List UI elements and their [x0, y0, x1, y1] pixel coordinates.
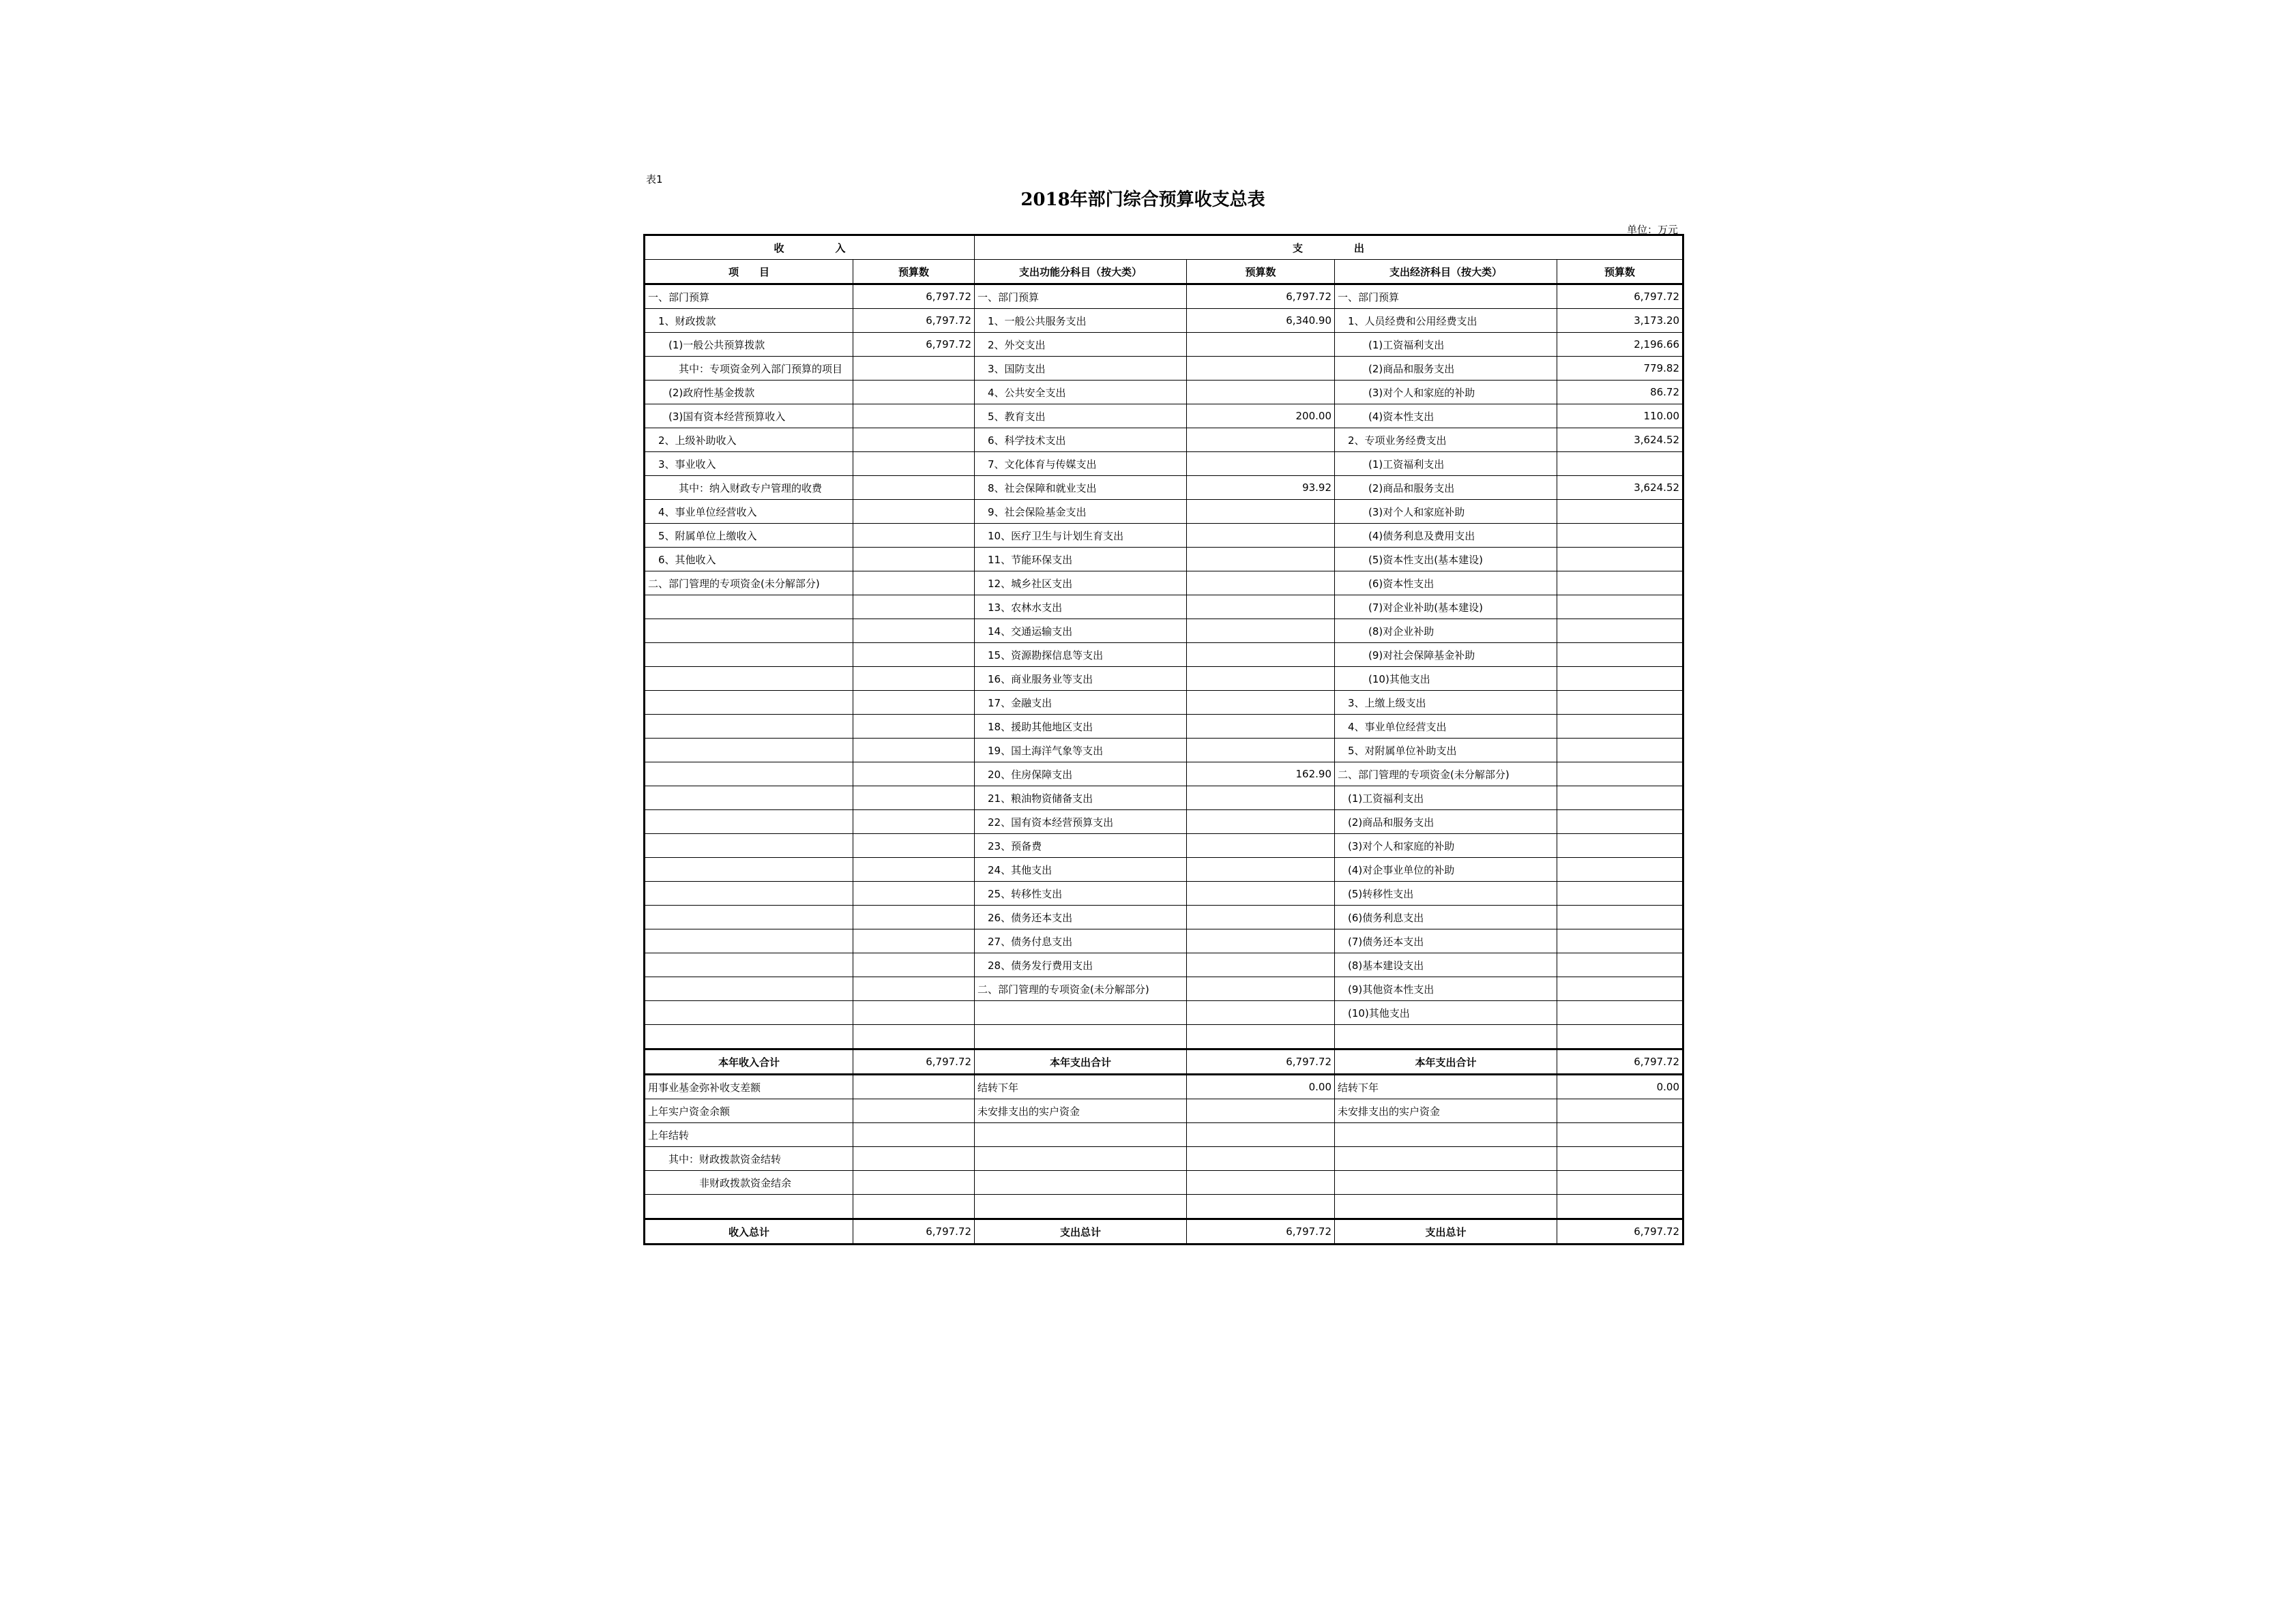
table-cell	[853, 595, 975, 619]
table-cell	[1557, 1171, 1683, 1195]
table-cell	[645, 667, 853, 691]
table-cell	[1187, 1171, 1335, 1195]
table-row	[645, 1049, 1683, 1075]
table-cell: 3,173.20	[1557, 309, 1683, 333]
table-cell	[1187, 357, 1335, 381]
table-cell	[1187, 953, 1335, 977]
table-cell	[1335, 1171, 1557, 1195]
table-cell	[853, 691, 975, 715]
table-cell: 0.00	[1557, 1075, 1683, 1099]
table-row	[645, 643, 1683, 667]
table-row	[645, 381, 1683, 404]
table-cell: 其中：财政拨款资金结转	[645, 1147, 853, 1171]
table-cell	[1557, 739, 1683, 762]
table-cell	[1557, 858, 1683, 882]
table-cell: (4)债务利息及费用支出	[1335, 524, 1557, 548]
table-cell: (5)资本性支出(基本建设)	[1335, 548, 1557, 571]
table-cell: (3)国有资本经营预算收入	[645, 404, 853, 428]
table-cell	[853, 762, 975, 786]
table-row	[645, 1219, 1683, 1245]
table-row	[645, 524, 1683, 548]
table-cell	[1187, 381, 1335, 404]
table-cell: 上年结转	[645, 1123, 853, 1147]
table-cell: 27、债务付息支出	[975, 929, 1187, 953]
table-cell	[853, 786, 975, 810]
table-cell	[1557, 1099, 1683, 1123]
table-cell	[853, 1099, 975, 1123]
table-cell	[645, 977, 853, 1001]
table-cell	[1187, 858, 1335, 882]
table-cell: 结转下年	[975, 1075, 1187, 1099]
table-cell	[1187, 1123, 1335, 1147]
table-cell	[975, 1147, 1187, 1171]
table-row	[645, 428, 1683, 452]
table-cell: 一、部门预算	[645, 284, 853, 309]
table-cell	[1187, 500, 1335, 524]
table-cell	[1187, 786, 1335, 810]
table-row	[645, 858, 1683, 882]
table-cell: 12、城乡社区支出	[975, 571, 1187, 595]
table-cell	[1557, 595, 1683, 619]
table-cell	[1187, 643, 1335, 667]
table-cell: 2、外交支出	[975, 333, 1187, 357]
table-cell: 13、农林水支出	[975, 595, 1187, 619]
table-cell	[1187, 595, 1335, 619]
table-cell	[853, 571, 975, 595]
table-cell	[645, 906, 853, 929]
table-row	[645, 452, 1683, 476]
table-cell	[1557, 500, 1683, 524]
table-cell	[645, 619, 853, 643]
table-cell: 结转下年	[1335, 1075, 1557, 1099]
table-cell: (6)资本性支出	[1335, 571, 1557, 595]
table-cell: 6,797.72	[1187, 284, 1335, 309]
table-cell: 8、社会保障和就业支出	[975, 476, 1187, 500]
table-cell	[853, 428, 975, 452]
table-cell: 5、附属单位上缴收入	[645, 524, 853, 548]
table-cell	[1557, 619, 1683, 643]
col-econ-header: 支出经济科目（按大类）	[1335, 260, 1557, 284]
table-row	[645, 762, 1683, 786]
budget-table	[643, 234, 1684, 1245]
table-cell: 收入总计	[645, 1219, 853, 1245]
table-cell	[1187, 810, 1335, 834]
table-cell: 28、债务发行费用支出	[975, 953, 1187, 977]
table-cell	[1187, 548, 1335, 571]
table-cell: 一、部门预算	[1335, 284, 1557, 309]
table-cell: 16、商业服务业等支出	[975, 667, 1187, 691]
table-cell	[645, 691, 853, 715]
table-cell: 10、医疗卫生与计划生育支出	[975, 524, 1187, 548]
table-cell	[1557, 810, 1683, 834]
table-cell	[853, 1075, 975, 1099]
table-cell: 6,797.72	[1557, 1049, 1683, 1075]
table-cell: (10)其他支出	[1335, 667, 1557, 691]
table-cell: 一、部门预算	[975, 284, 1187, 309]
table-row	[645, 1001, 1683, 1025]
table-cell	[645, 1025, 853, 1049]
table-cell: 未安排支出的实户资金	[1335, 1099, 1557, 1123]
table-cell	[1187, 715, 1335, 739]
table-cell: 3,624.52	[1557, 476, 1683, 500]
table-cell	[853, 619, 975, 643]
table-cell	[1557, 1025, 1683, 1049]
table-cell	[1557, 1001, 1683, 1025]
table-cell: 未安排支出的实户资金	[975, 1099, 1187, 1123]
table-cell: 本年支出合计	[1335, 1049, 1557, 1075]
table-cell: 6、科学技术支出	[975, 428, 1187, 452]
table-cell: 1、一般公共服务支出	[975, 309, 1187, 333]
table-cell	[1187, 524, 1335, 548]
table-cell: (2)商品和服务支出	[1335, 476, 1557, 500]
table-cell	[1187, 834, 1335, 858]
table-cell: 162.90	[1187, 762, 1335, 786]
table-cell: 支出总计	[1335, 1219, 1557, 1245]
table-cell: 非财政拨款资金结余	[645, 1171, 853, 1195]
table-cell: (7)债务还本支出	[1335, 929, 1557, 953]
table-cell	[853, 357, 975, 381]
table-cell: (1)工资福利支出	[1335, 452, 1557, 476]
table-cell	[1557, 524, 1683, 548]
table-cell	[853, 381, 975, 404]
table-cell	[853, 404, 975, 428]
table-cell: (1)一般公共预算拨款	[645, 333, 853, 357]
table-row	[645, 739, 1683, 762]
table-cell	[853, 452, 975, 476]
table-cell: (8)对企业补助	[1335, 619, 1557, 643]
table-cell	[1187, 1025, 1335, 1049]
table-row	[645, 1195, 1683, 1219]
table-cell: 二、部门管理的专项资金(未分解部分)	[1335, 762, 1557, 786]
table-cell: 11、节能环保支出	[975, 548, 1187, 571]
table-cell: 1、财政拨款	[645, 309, 853, 333]
table-cell: 25、转移性支出	[975, 882, 1187, 906]
table-cell: 93.92	[1187, 476, 1335, 500]
table-row	[645, 953, 1683, 977]
table-cell	[1187, 428, 1335, 452]
table-cell	[645, 1001, 853, 1025]
table-cell: 6,797.72	[1187, 1049, 1335, 1075]
table-cell	[1557, 1195, 1683, 1219]
table-cell	[975, 1025, 1187, 1049]
table-cell	[975, 1001, 1187, 1025]
table-cell: 23、预备费	[975, 834, 1187, 858]
table-cell	[1557, 1123, 1683, 1147]
table-cell: 110.00	[1557, 404, 1683, 428]
table-cell: 17、金融支出	[975, 691, 1187, 715]
table-cell	[645, 953, 853, 977]
table-cell: 9、社会保险基金支出	[975, 500, 1187, 524]
table-cell	[1557, 1147, 1683, 1171]
table-cell: 200.00	[1187, 404, 1335, 428]
table-cell	[1187, 333, 1335, 357]
table-cell: (3)对个人和家庭的补助	[1335, 381, 1557, 404]
table-cell: 本年收入合计	[645, 1049, 853, 1075]
table-cell	[1187, 977, 1335, 1001]
table-row	[645, 786, 1683, 810]
table-cell	[645, 810, 853, 834]
table-cell	[853, 953, 975, 977]
table-cell: 用事业基金弥补收支差额	[645, 1075, 853, 1099]
table-cell: 14、交通运输支出	[975, 619, 1187, 643]
table-cell	[1557, 571, 1683, 595]
table-cell: (2)商品和服务支出	[1335, 810, 1557, 834]
table-cell: 6、其他收入	[645, 548, 853, 571]
table-cell	[1187, 929, 1335, 953]
table-cell	[853, 906, 975, 929]
table-row	[645, 715, 1683, 739]
table-cell	[1557, 786, 1683, 810]
table-cell: 上年实户资金余额	[645, 1099, 853, 1123]
table-row	[645, 1171, 1683, 1195]
table-cell: 4、事业单位经营支出	[1335, 715, 1557, 739]
table-cell: 4、事业单位经营收入	[645, 500, 853, 524]
table-cell: (3)对个人和家庭补助	[1335, 500, 1557, 524]
table-cell	[853, 882, 975, 906]
table-cell: 26、债务还本支出	[975, 906, 1187, 929]
table-cell	[645, 882, 853, 906]
table-cell: 1、人员经费和公用经费支出	[1335, 309, 1557, 333]
table-cell: 6,797.72	[853, 309, 975, 333]
table-cell	[645, 786, 853, 810]
table-cell	[975, 1123, 1187, 1147]
table-cell	[645, 929, 853, 953]
col-amount-header: 预算数	[853, 260, 975, 284]
table-row	[645, 595, 1683, 619]
table-cell	[1187, 1195, 1335, 1219]
income-header: 收 入	[645, 235, 975, 260]
table-cell	[853, 1171, 975, 1195]
table-row	[645, 357, 1683, 381]
table-cell: 6,797.72	[1187, 1219, 1335, 1245]
table-cell	[1335, 1147, 1557, 1171]
table-row	[645, 882, 1683, 906]
table-cell	[1187, 691, 1335, 715]
table-cell	[645, 834, 853, 858]
table-cell: (1)工资福利支出	[1335, 333, 1557, 357]
table-row	[645, 834, 1683, 858]
page-title: 2018年部门综合预算收支总表	[1020, 190, 1265, 210]
table-cell: 18、援助其他地区支出	[975, 715, 1187, 739]
table-cell: 24、其他支出	[975, 858, 1187, 882]
table-cell	[853, 739, 975, 762]
table-cell	[1187, 1147, 1335, 1171]
table-cell	[853, 1001, 975, 1025]
table-cell: 6,797.72	[1557, 1219, 1683, 1245]
table-cell: (6)债务利息支出	[1335, 906, 1557, 929]
table-cell	[1557, 548, 1683, 571]
table-cell	[1187, 667, 1335, 691]
table-cell: 2、上级补助收入	[645, 428, 853, 452]
table-cell	[853, 715, 975, 739]
table-cell: 22、国有资本经营预算支出	[975, 810, 1187, 834]
table-cell: 0.00	[1187, 1075, 1335, 1099]
table-cell: 3、事业收入	[645, 452, 853, 476]
table-cell	[853, 834, 975, 858]
table-cell: 3、国防支出	[975, 357, 1187, 381]
table-cell: 86.72	[1557, 381, 1683, 404]
table-cell	[1335, 1025, 1557, 1049]
table-cell: 15、资源勘探信息等支出	[975, 643, 1187, 667]
table-cell	[1187, 452, 1335, 476]
table-cell: 3、上缴上级支出	[1335, 691, 1557, 715]
table-cell: 其中：专项资金列入部门预算的项目	[645, 357, 853, 381]
table-cell	[975, 1171, 1187, 1195]
table-cell: (9)对社会保障基金补助	[1335, 643, 1557, 667]
table-cell	[1187, 739, 1335, 762]
table-cell	[1187, 571, 1335, 595]
table-cell: 20、住房保障支出	[975, 762, 1187, 786]
table-cell: (3)对个人和家庭的补助	[1335, 834, 1557, 858]
table-row	[645, 667, 1683, 691]
table-cell: (7)对企业补助(基本建设)	[1335, 595, 1557, 619]
table-cell	[853, 548, 975, 571]
expense-header: 支 出	[975, 235, 1683, 260]
table-row	[645, 906, 1683, 929]
table-cell	[853, 643, 975, 667]
table-cell	[1557, 977, 1683, 1001]
table-cell	[645, 739, 853, 762]
table-cell	[853, 810, 975, 834]
table-cell: (2)商品和服务支出	[1335, 357, 1557, 381]
table-row	[645, 571, 1683, 595]
table-cell	[853, 524, 975, 548]
table-cell: (4)对企事业单位的补助	[1335, 858, 1557, 882]
table-cell: 6,340.90	[1187, 309, 1335, 333]
table-cell: 二、部门管理的专项资金(未分解部分)	[975, 977, 1187, 1001]
table-cell: 4、公共安全支出	[975, 381, 1187, 404]
table-cell	[1557, 834, 1683, 858]
table-cell	[1187, 1099, 1335, 1123]
table-row	[645, 309, 1683, 333]
table-row	[645, 284, 1683, 309]
table-row	[645, 1099, 1683, 1123]
col-amount-header: 预算数	[1557, 260, 1683, 284]
table-cell	[1187, 619, 1335, 643]
table-cell: (8)基本建设支出	[1335, 953, 1557, 977]
table-cell: (9)其他资本性支出	[1335, 977, 1557, 1001]
table-row	[645, 1123, 1683, 1147]
table-cell	[1187, 906, 1335, 929]
table-cell	[645, 858, 853, 882]
table-cell: 6,797.72	[853, 333, 975, 357]
table-cell	[975, 1195, 1187, 1219]
table-cell	[853, 858, 975, 882]
table-cell: 5、教育支出	[975, 404, 1187, 428]
table-row	[645, 404, 1683, 428]
table-cell	[1557, 929, 1683, 953]
table-cell: 21、粮油物资储备支出	[975, 786, 1187, 810]
table-row	[645, 929, 1683, 953]
table-cell	[1557, 715, 1683, 739]
col-amount-header: 预算数	[1187, 260, 1335, 284]
table-cell	[853, 667, 975, 691]
table-cell: 6,797.72	[853, 1219, 975, 1245]
unit-label: 单位：万元	[1626, 224, 1678, 236]
table-cell	[1557, 691, 1683, 715]
table-cell	[1557, 452, 1683, 476]
table-cell: 779.82	[1557, 357, 1683, 381]
table-cell: 3,624.52	[1557, 428, 1683, 452]
table-cell	[853, 500, 975, 524]
table-cell: 2,196.66	[1557, 333, 1683, 357]
table-cell: 支出总计	[975, 1219, 1187, 1245]
table-cell: 6,797.72	[853, 284, 975, 309]
table-cell	[1187, 882, 1335, 906]
table-cell	[1557, 953, 1683, 977]
table-cell	[645, 1195, 853, 1219]
table-cell: 7、文化体育与传媒支出	[975, 452, 1187, 476]
table-cell	[1557, 643, 1683, 667]
table-cell: 6,797.72	[853, 1049, 975, 1075]
table-cell	[853, 977, 975, 1001]
table-cell	[1557, 762, 1683, 786]
table-cell	[1187, 1001, 1335, 1025]
table-cell	[853, 476, 975, 500]
table-cell: 其中：纳入财政专户管理的收费	[645, 476, 853, 500]
table-cell	[853, 1147, 975, 1171]
table-cell: 19、国土海洋气象等支出	[975, 739, 1187, 762]
table-cell	[1335, 1123, 1557, 1147]
table-cell: 二、部门管理的专项资金(未分解部分)	[645, 571, 853, 595]
table-cell	[645, 762, 853, 786]
table-cell: 5、对附属单位补助支出	[1335, 739, 1557, 762]
table-row	[645, 977, 1683, 1001]
table-cell	[1335, 1195, 1557, 1219]
table-cell: (5)转移性支出	[1335, 882, 1557, 906]
table-cell	[645, 643, 853, 667]
col-func-header: 支出功能分科目（按大类）	[975, 260, 1187, 284]
table-cell	[853, 1195, 975, 1219]
table-row	[645, 1025, 1683, 1049]
table-cell	[645, 715, 853, 739]
table-row	[645, 1147, 1683, 1171]
table-row	[645, 691, 1683, 715]
table-row	[645, 333, 1683, 357]
table-cell: 2、专项业务经费支出	[1335, 428, 1557, 452]
table-cell: (4)资本性支出	[1335, 404, 1557, 428]
table-cell: (1)工资福利支出	[1335, 786, 1557, 810]
table-row	[645, 500, 1683, 524]
table-row	[645, 548, 1683, 571]
table-cell: (2)政府性基金拨款	[645, 381, 853, 404]
table-cell	[1557, 882, 1683, 906]
table-cell: 本年支出合计	[975, 1049, 1187, 1075]
table-cell	[1557, 906, 1683, 929]
col-item-header: 项 目	[645, 260, 853, 284]
table-cell	[853, 1025, 975, 1049]
table-row	[645, 1075, 1683, 1099]
table-row	[645, 619, 1683, 643]
table-number: 表1	[646, 173, 663, 185]
table-cell	[853, 929, 975, 953]
table-row	[645, 476, 1683, 500]
table-row	[645, 810, 1683, 834]
table-cell	[853, 1123, 975, 1147]
table-cell	[1557, 667, 1683, 691]
table-cell	[645, 595, 853, 619]
table-cell: (10)其他支出	[1335, 1001, 1557, 1025]
table-cell: 6,797.72	[1557, 284, 1683, 309]
